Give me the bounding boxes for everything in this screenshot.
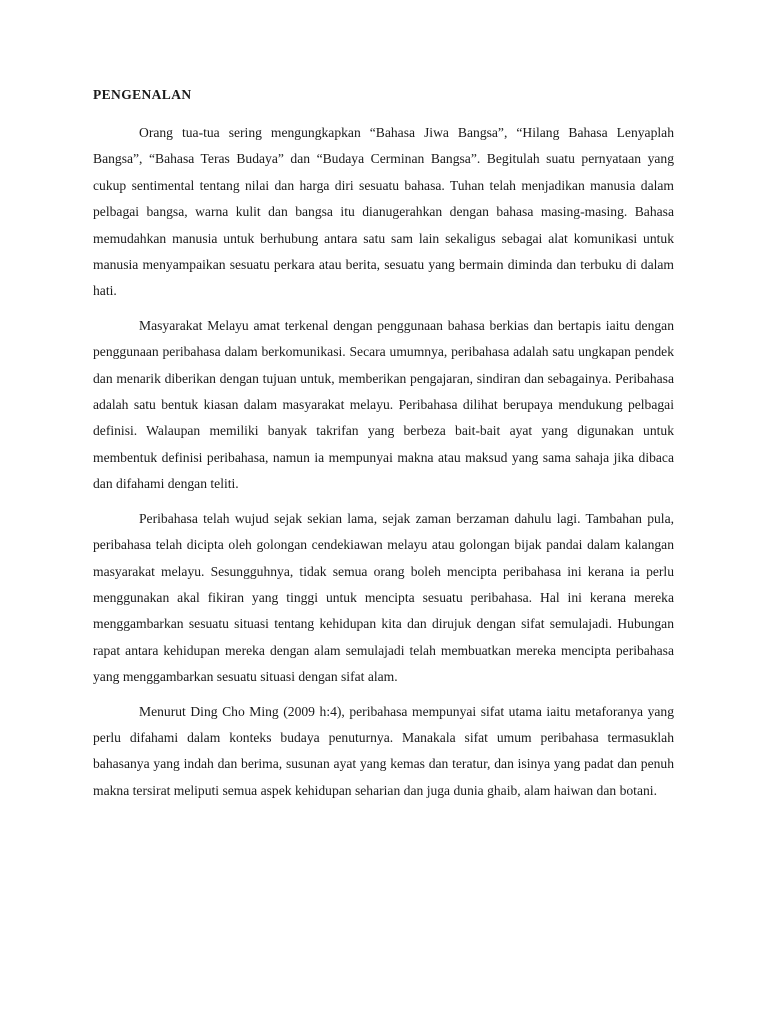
paragraph-2: Masyarakat Melayu amat terkenal dengan penggunaan bahasa berkias dan bertapis iaitu dengan penggunaan peribahasa dalam berkomunikasi. Secara umumnya, peribahasa adalah satu ungkapan pendek dan menarik diberikan dengan tujuan untuk, memberikan pengajaran, sindiran dan sebagainya. Peribahasa adalah satu bentuk kiasan dalam masyarakat melayu. Peribahasa dilihat berupaya mendukung pelbagai definisi. Walaupan memiliki banyak takrifan yang berbeza bait-bait ayat yang digunakan untuk membentuk definisi peribahasa, namun ia mempunyai makna atau maksud yang sama sahaja jika dibaca dan difahami dengan teliti. xyxy=(93,317,674,492)
paragraph-3: Peribahasa telah wujud sejak sekian lama, sejak zaman berzaman dahulu lagi. Tambahan pula, peribahasa telah dicipta oleh golongan cendekiawan melayu atau golongan bijak pandai dalam kalangan masyarakat melayu. Sesungguhnya, tidak semua orang boleh mencipta peribahasa ini kerana ia perlu menggunakan akal fikiran yang tinggi untuk mencipta sesuatu peribahasa. Hal ini kerana mereka menggambarkan sesuatu situasi tentang kehidupan kita dan dirujuk dengan sifat semulajadi. Hubungan rapat antara kehidupan mereka dengan alam semulajadi telah membuatkan mereka mencipta peribahasa yang menggambarkan sesuatu situasi dengan sifat alam. xyxy=(93,510,674,685)
paragraph-4: Menurut Ding Cho Ming (2009 h:4), peribahasa mempunyai sifat utama iaitu metaforanya yang perlu difahami dalam konteks budaya penuturnya. Manakala sifat umum peribahasa termasuklah bahasanya yang indah dan berima, susunan ayat yang kemas dan teratur, dan isinya yang padat dan penuh makna tersirat meliputi semua aspek kehidupan seharian dan juga dunia ghaib, alam haiwan dan botani. xyxy=(93,703,674,798)
document-page xyxy=(93,84,674,812)
paragraph-1: Orang tua-tua sering mengungkapkan “Bahasa Jiwa Bangsa”, “Hilang Bahasa Lenyaplah Bangsa”, “Bahasa Teras Budaya” dan “Budaya Cerminan Bangsa”. Begitulah suatu pernyataan yang cukup sentimental tentang nilai dan harga diri sesuatu bahasa. Tuhan telah menjadikan manusia dalam pelbagai bangsa, warna kulit dan bangsa itu dianugerahkan dengan bahasa masing-masing. Bahasa memudahkan manusia untuk berhubung antara satu sam lain sekaligus sebagai alat komunikasi untuk manusia menyampaikan sesuatu perkara atau berita, sesuatu yang bermain diminda dan terbuku di dalam hati. xyxy=(93,125,674,299)
section-heading: PENGENALAN xyxy=(93,87,192,102)
